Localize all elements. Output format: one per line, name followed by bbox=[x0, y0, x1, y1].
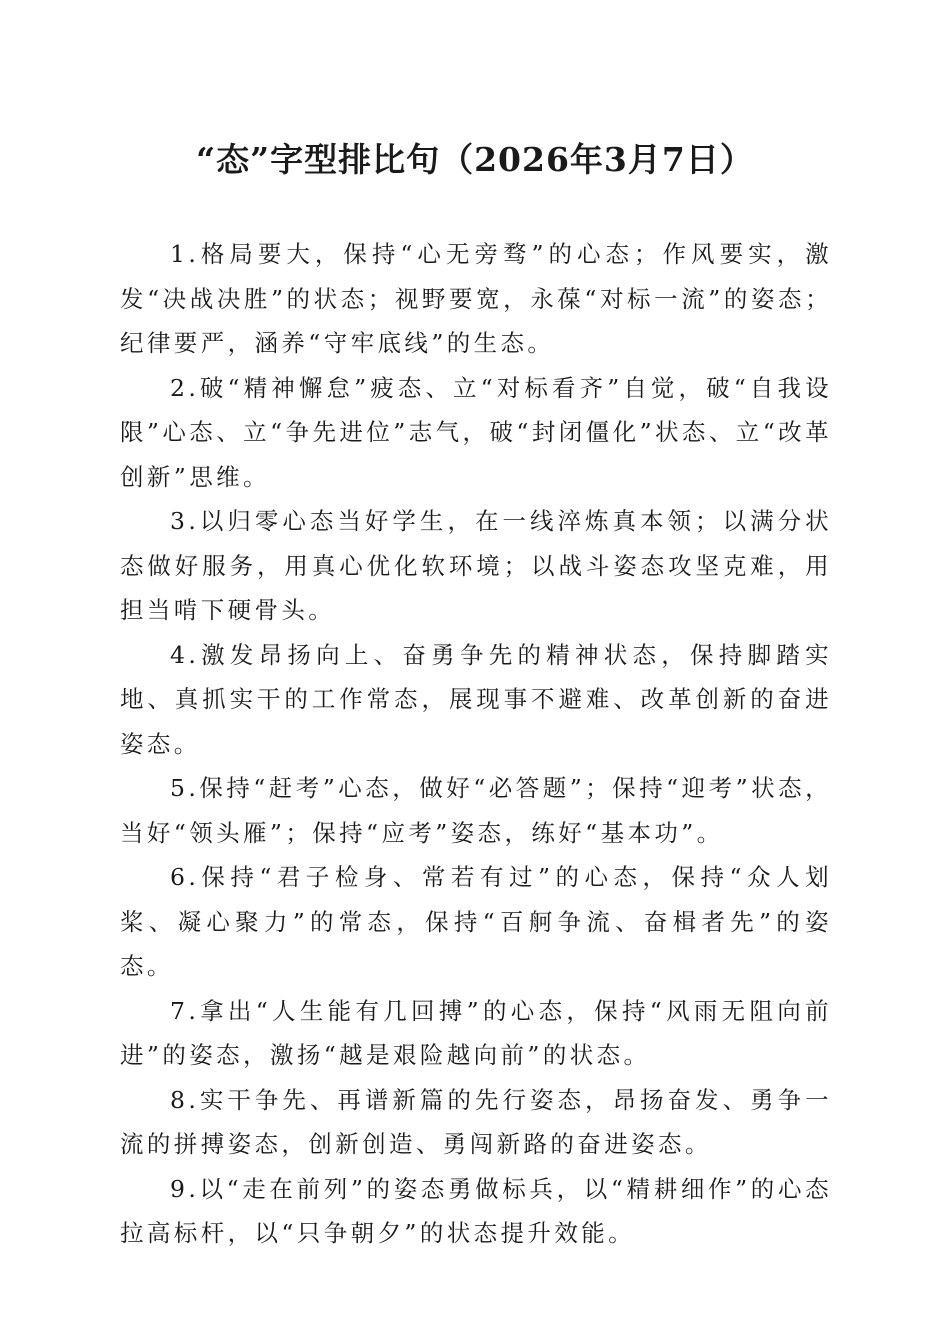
paragraph-1: 1.格局要大，保持“心无旁骛”的心态；作风要实，激发“决战决胜”的状态；视野要宽，永葆“对标一流”的姿态；纪律要严，涵养“守牢底线”的生态。 bbox=[120, 240, 832, 357]
paragraph-4: 4.激发昂扬向上、奋勇争先的精神状态，保持脚踏实地、真抓实干的工作常态，展现事不避难、改革创新的奋进姿态。 bbox=[120, 640, 832, 758]
document-title: “态”字型排比句（2026年3月7日） bbox=[196, 140, 754, 179]
document-body bbox=[120, 232, 832, 1256]
paragraph-5: 5.保持“赶考”心态，做好“必答题”；保持“迎考”状态，当好“领头雁”；保持“应考”姿态，练好“基本功”。 bbox=[120, 774, 832, 847]
paragraph-3: 3.以归零心态当好学生，在一线淬炼真本领；以满分状态做好服务，用真心优化软环境；以战斗姿态攻坚克难，用担当啃下硬骨头。 bbox=[120, 507, 832, 624]
paragraph-6: 6.保持“君子检身、常若有过”的心态，保持“众人划桨、凝心聚力”的常态，保持“百舸争流、奋楫者先”的姿态。 bbox=[120, 863, 832, 980]
paragraph-8: 8.实干争先、再谱新篇的先行姿态，昂扬奋发、勇争一流的拼搏姿态，创新创造、勇闯新路的奋进姿态。 bbox=[120, 1085, 832, 1158]
paragraph-2: 2.破“精神懈怠”疲态、立“对标看齐”自觉，破“自我设限”心态、立“争先进位”志气，破“封闭僵化”状态、立“改革创新”思维。 bbox=[120, 373, 832, 491]
paragraph-9: 9.以“走在前列”的姿态勇做标兵，以“精耕细作”的心态拉高标杆，以“只争朝夕”的状态提升效能。 bbox=[120, 1174, 832, 1247]
paragraph-7: 7.拿出“人生能有几回搏”的心态，保持“风雨无阻向前进”的姿态，激扬“越是艰险越向前”的状态。 bbox=[120, 996, 832, 1069]
